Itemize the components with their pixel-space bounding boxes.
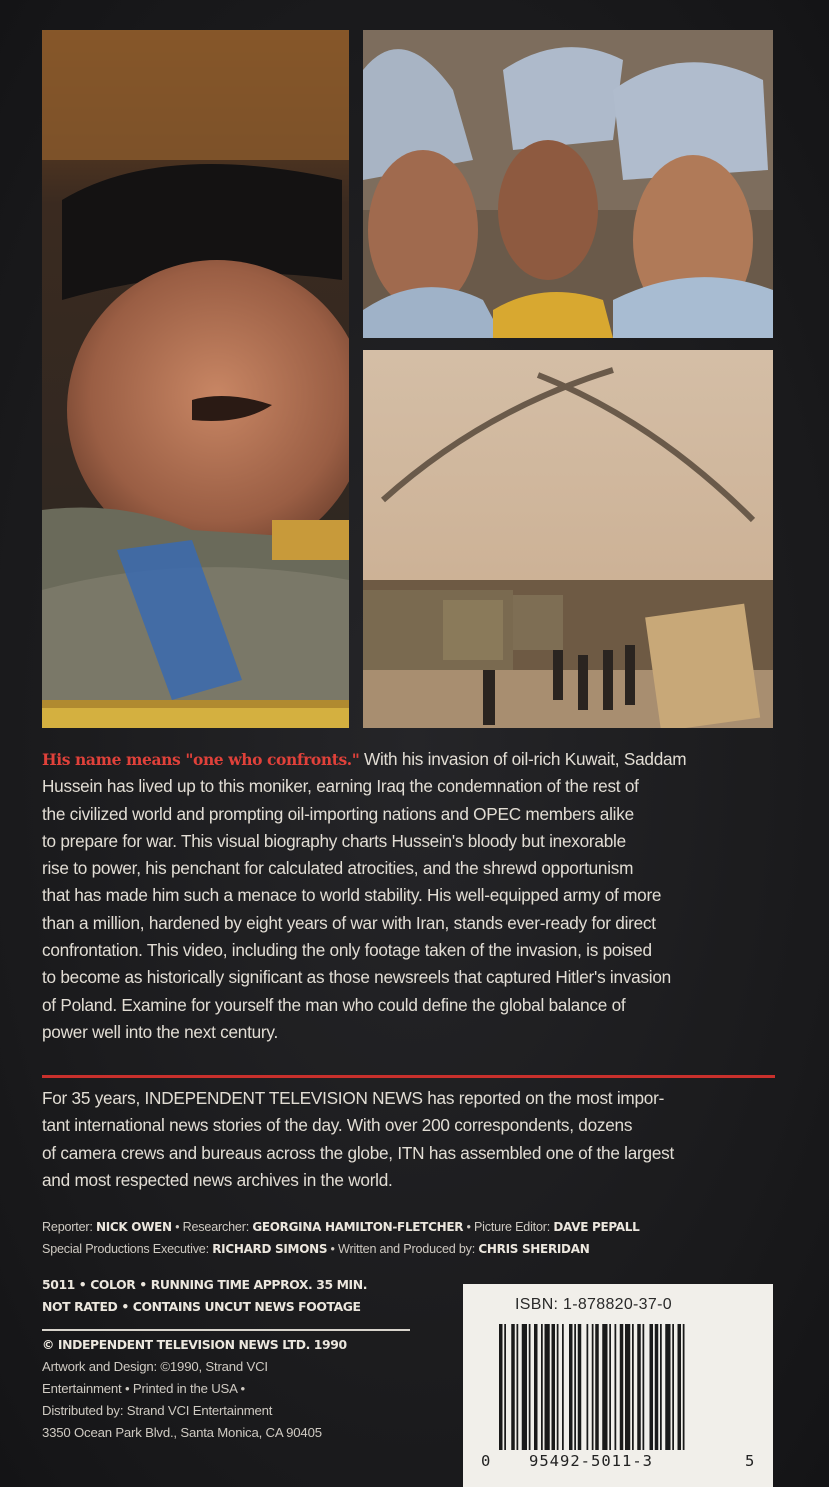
distribution-line: Artwork and Design: ©1990, Strand VCI xyxy=(42,1359,268,1374)
distribution-line: Distributed by: Strand VCI Entertainment xyxy=(42,1403,273,1418)
separator: • xyxy=(327,1242,338,1256)
tape-specs xyxy=(42,1274,412,1318)
description-text xyxy=(42,746,777,1046)
separator: • xyxy=(171,1220,183,1234)
itn-text xyxy=(42,1085,777,1194)
itn-line: For 35 years, INDEPENDENT TELEVISION NEWS has reported on the most impor- xyxy=(42,1088,665,1108)
description-line: to prepare for war. This visual biography charts Hussein's bloody but inexorable xyxy=(42,830,626,851)
spe-label: Special Productions Executive: xyxy=(42,1242,209,1256)
reporter-label: Reporter: xyxy=(42,1220,93,1234)
distribution-line: 3350 Ocean Park Blvd., Santa Monica, CA 90405 xyxy=(42,1425,322,1440)
distribution-info xyxy=(42,1356,442,1444)
written-label: Written and Produced by: xyxy=(338,1242,476,1256)
description-line: that has made him such a menace to world stability. His well-equipped army of more xyxy=(42,885,662,906)
description-lead: His name means "one who confronts." xyxy=(42,750,360,769)
credits-line-2 xyxy=(42,1238,787,1260)
picture-editor-label: Picture Editor: xyxy=(473,1220,551,1234)
description-line: than a million, hardened by eight years of war with Iran, stands ever-ready for direct xyxy=(42,912,656,933)
itn-line: of camera crews and bureaus across the globe, ITN has assembled one of the largest xyxy=(42,1142,675,1163)
barcode-bars xyxy=(499,1324,733,1450)
upc-digits-main: 95492-5011-3 xyxy=(529,1452,653,1470)
spe-name: RICHARD SIMONS xyxy=(212,1242,328,1256)
specs-divider xyxy=(42,1329,410,1331)
upc-digit-right: 5 xyxy=(745,1452,755,1470)
description-line: of Poland. Examine for yourself the man who could define the global balance of xyxy=(42,994,626,1015)
specs-line-2: NOT RATED • CONTAINS UNCUT NEWS FOOTAGE xyxy=(42,1299,361,1314)
description-line: to become as historically significant as those newsreels that captured Hitler's invasion xyxy=(42,967,671,988)
description-line: With his invasion of oil-rich Kuwait, Saddam xyxy=(359,749,687,769)
description-line: the civilized world and prompting oil-importing nations and OPEC members alike xyxy=(42,803,634,824)
distribution-line: Entertainment • Printed in the USA • xyxy=(42,1381,245,1396)
researcher-label: Researcher: xyxy=(182,1220,250,1234)
specs-line-1: 5011 • COLOR • RUNNING TIME APPROX. 35 MIN. xyxy=(42,1277,368,1292)
description-line: power well into the next century. xyxy=(42,1021,278,1042)
reporter-name: NICK OWEN xyxy=(96,1220,172,1234)
picture-editor-name: DAVE PEPALL xyxy=(553,1220,640,1234)
itn-line: and most respected news archives in the world. xyxy=(42,1169,393,1190)
description-line: Hussein has lived up to this moniker, earning Iraq the condemnation of the rest of xyxy=(42,776,639,797)
written-name: CHRIS SHERIDAN xyxy=(478,1242,590,1256)
upc-digit-left: 0 xyxy=(481,1452,491,1470)
copyright-notice: © INDEPENDENT TELEVISION NEWS LTD. 1990 xyxy=(42,1337,347,1352)
itn-line: tant international news stories of the day. With over 200 correspondents, dozens xyxy=(42,1115,633,1136)
red-divider xyxy=(42,1075,775,1078)
credits xyxy=(42,1216,787,1260)
researcher-name: GEORGINA HAMILTON-FLETCHER xyxy=(252,1220,464,1234)
arch-parade-photo xyxy=(363,350,773,728)
children-photo xyxy=(363,30,773,338)
portrait-photo xyxy=(42,30,349,728)
separator: • xyxy=(463,1220,474,1234)
description-line: rise to power, his penchant for calculated atrocities, and the shrewd opportunism xyxy=(42,858,634,879)
isbn-text: ISBN: 1-878820-37-0 xyxy=(515,1296,672,1313)
barcode-panel xyxy=(463,1284,773,1487)
description-line: confrontation. This video, including the only footage taken of the invasion, is poised xyxy=(42,940,652,961)
credits-line-1 xyxy=(42,1216,787,1238)
